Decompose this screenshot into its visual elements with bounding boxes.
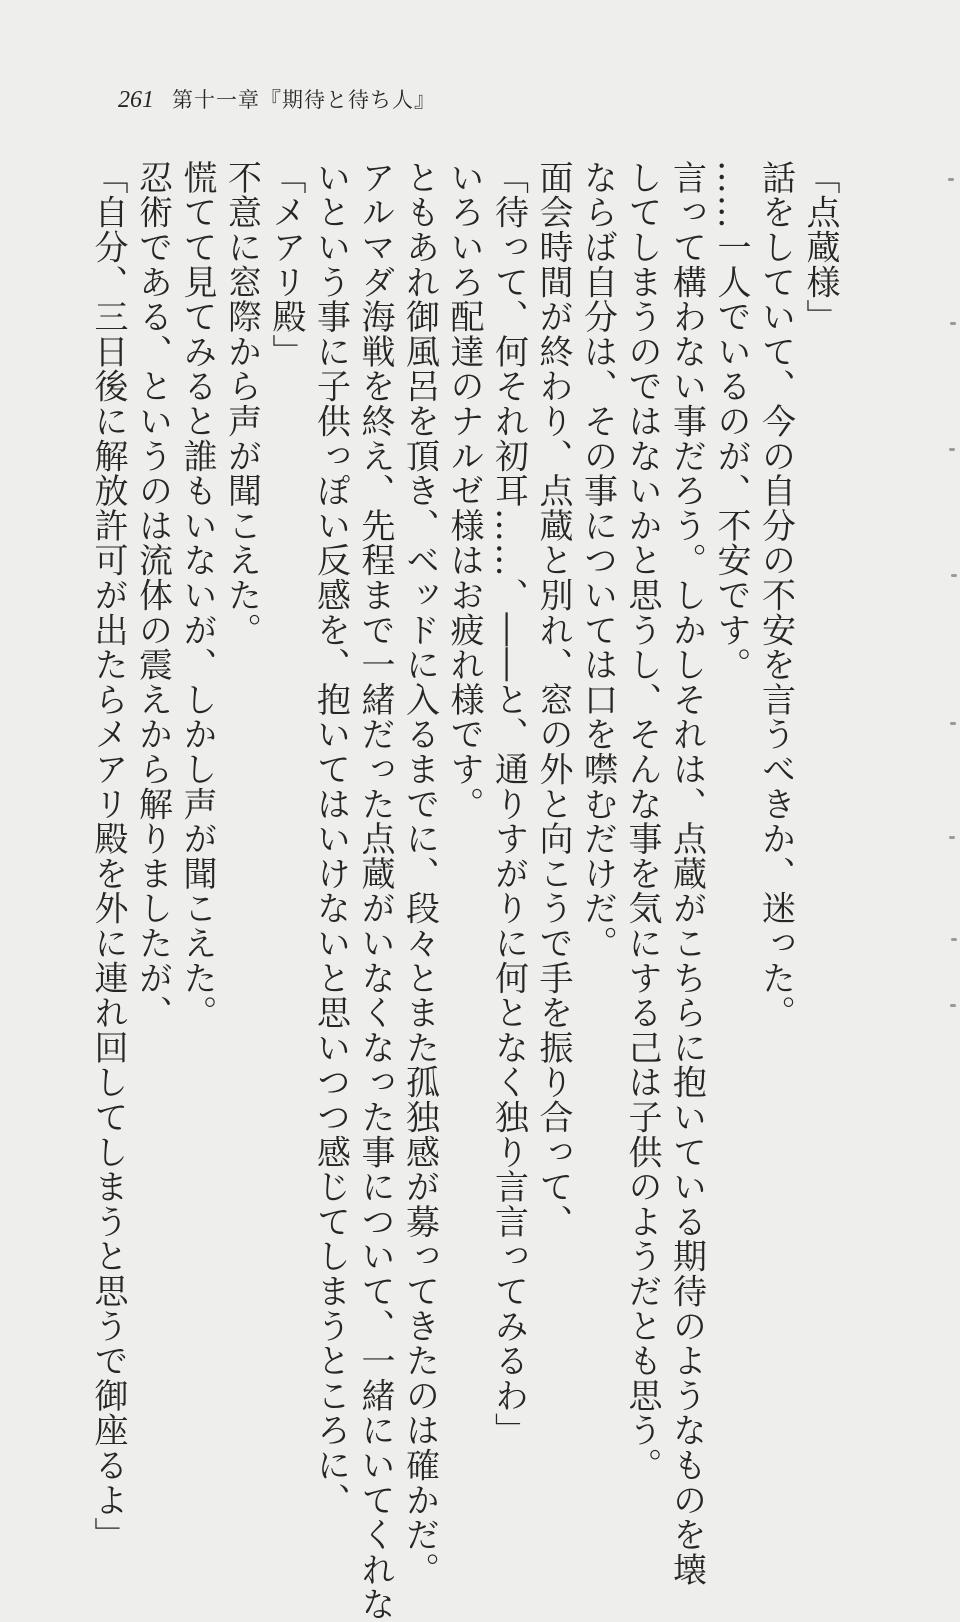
text-line: 面会時間が終わり、点蔵と別れ、窓の外と向こうで手を振り合って、 [533, 160, 573, 1239]
body-text [88, 160, 842, 1622]
text-line: 忍術である、というのは流体の震えから解りましたが、 [132, 160, 173, 1030]
page-header [118, 84, 436, 114]
text-line: 言って構わない事だろう。しかしそれは、点蔵がこちらに抱いている期待のようなものを壊 [666, 160, 707, 1587]
scan-speck [949, 448, 955, 451]
page-number: 261 [118, 87, 154, 113]
text-line: 「メアリ殿」 [266, 160, 306, 369]
text-line: 話をしていて、今の自分の不安を言うべきか、迷った。 [755, 160, 796, 1030]
scan-speck [950, 722, 956, 725]
text-line: 「待って、何それ初耳……、――と、通りすがりに何となく独り言言ってみるわ」 [488, 160, 529, 1448]
text-line: 慌てて見てみると誰もいないが、しかし声が聞こえた。 [177, 160, 217, 1030]
text-line: してしまうのではないかと思うし、そんな事を気にする己は子供のようだとも思う。 [622, 160, 662, 1483]
text-line: ともあれ御風呂を頂き、ベッドに入るまでに、段々とまた孤独感が募ってきたのは確かだ。 [399, 160, 440, 1587]
text-line: アルマダ海戦を終え、先程まで一緒だった点蔵がいなくなった事について、一緒にいてくれな [355, 160, 395, 1622]
scan-speck [949, 836, 955, 839]
text-line: ……一人でいるのが、不安です。 [711, 160, 751, 682]
text-line: ならば自分は、その事については口を噤むだけだ。 [577, 160, 618, 961]
scan-speck [951, 938, 957, 941]
scan-speck [950, 1004, 956, 1007]
scan-speck [948, 178, 954, 181]
chapter-title: 第十一章『期待と待ち人』 [172, 88, 436, 112]
text-line: 不意に窓際から声が聞こえた。 [221, 160, 262, 648]
text-line: いという事に子供っぽい反感を、抱いてはいけないと思いつつ感じてしまうところに、 [310, 160, 351, 1518]
scan-speck [950, 322, 956, 325]
text-line: 「自分、三日後に解放許可が出たらメアリ殿を外に連れ回してしまうと思うで御座るよ」 [88, 160, 128, 1552]
scan-speck [951, 574, 957, 577]
text-line: 「点蔵様」 [800, 160, 840, 334]
text-line: いろいろ配達のナルゼ様はお疲れ様です。 [444, 160, 484, 822]
